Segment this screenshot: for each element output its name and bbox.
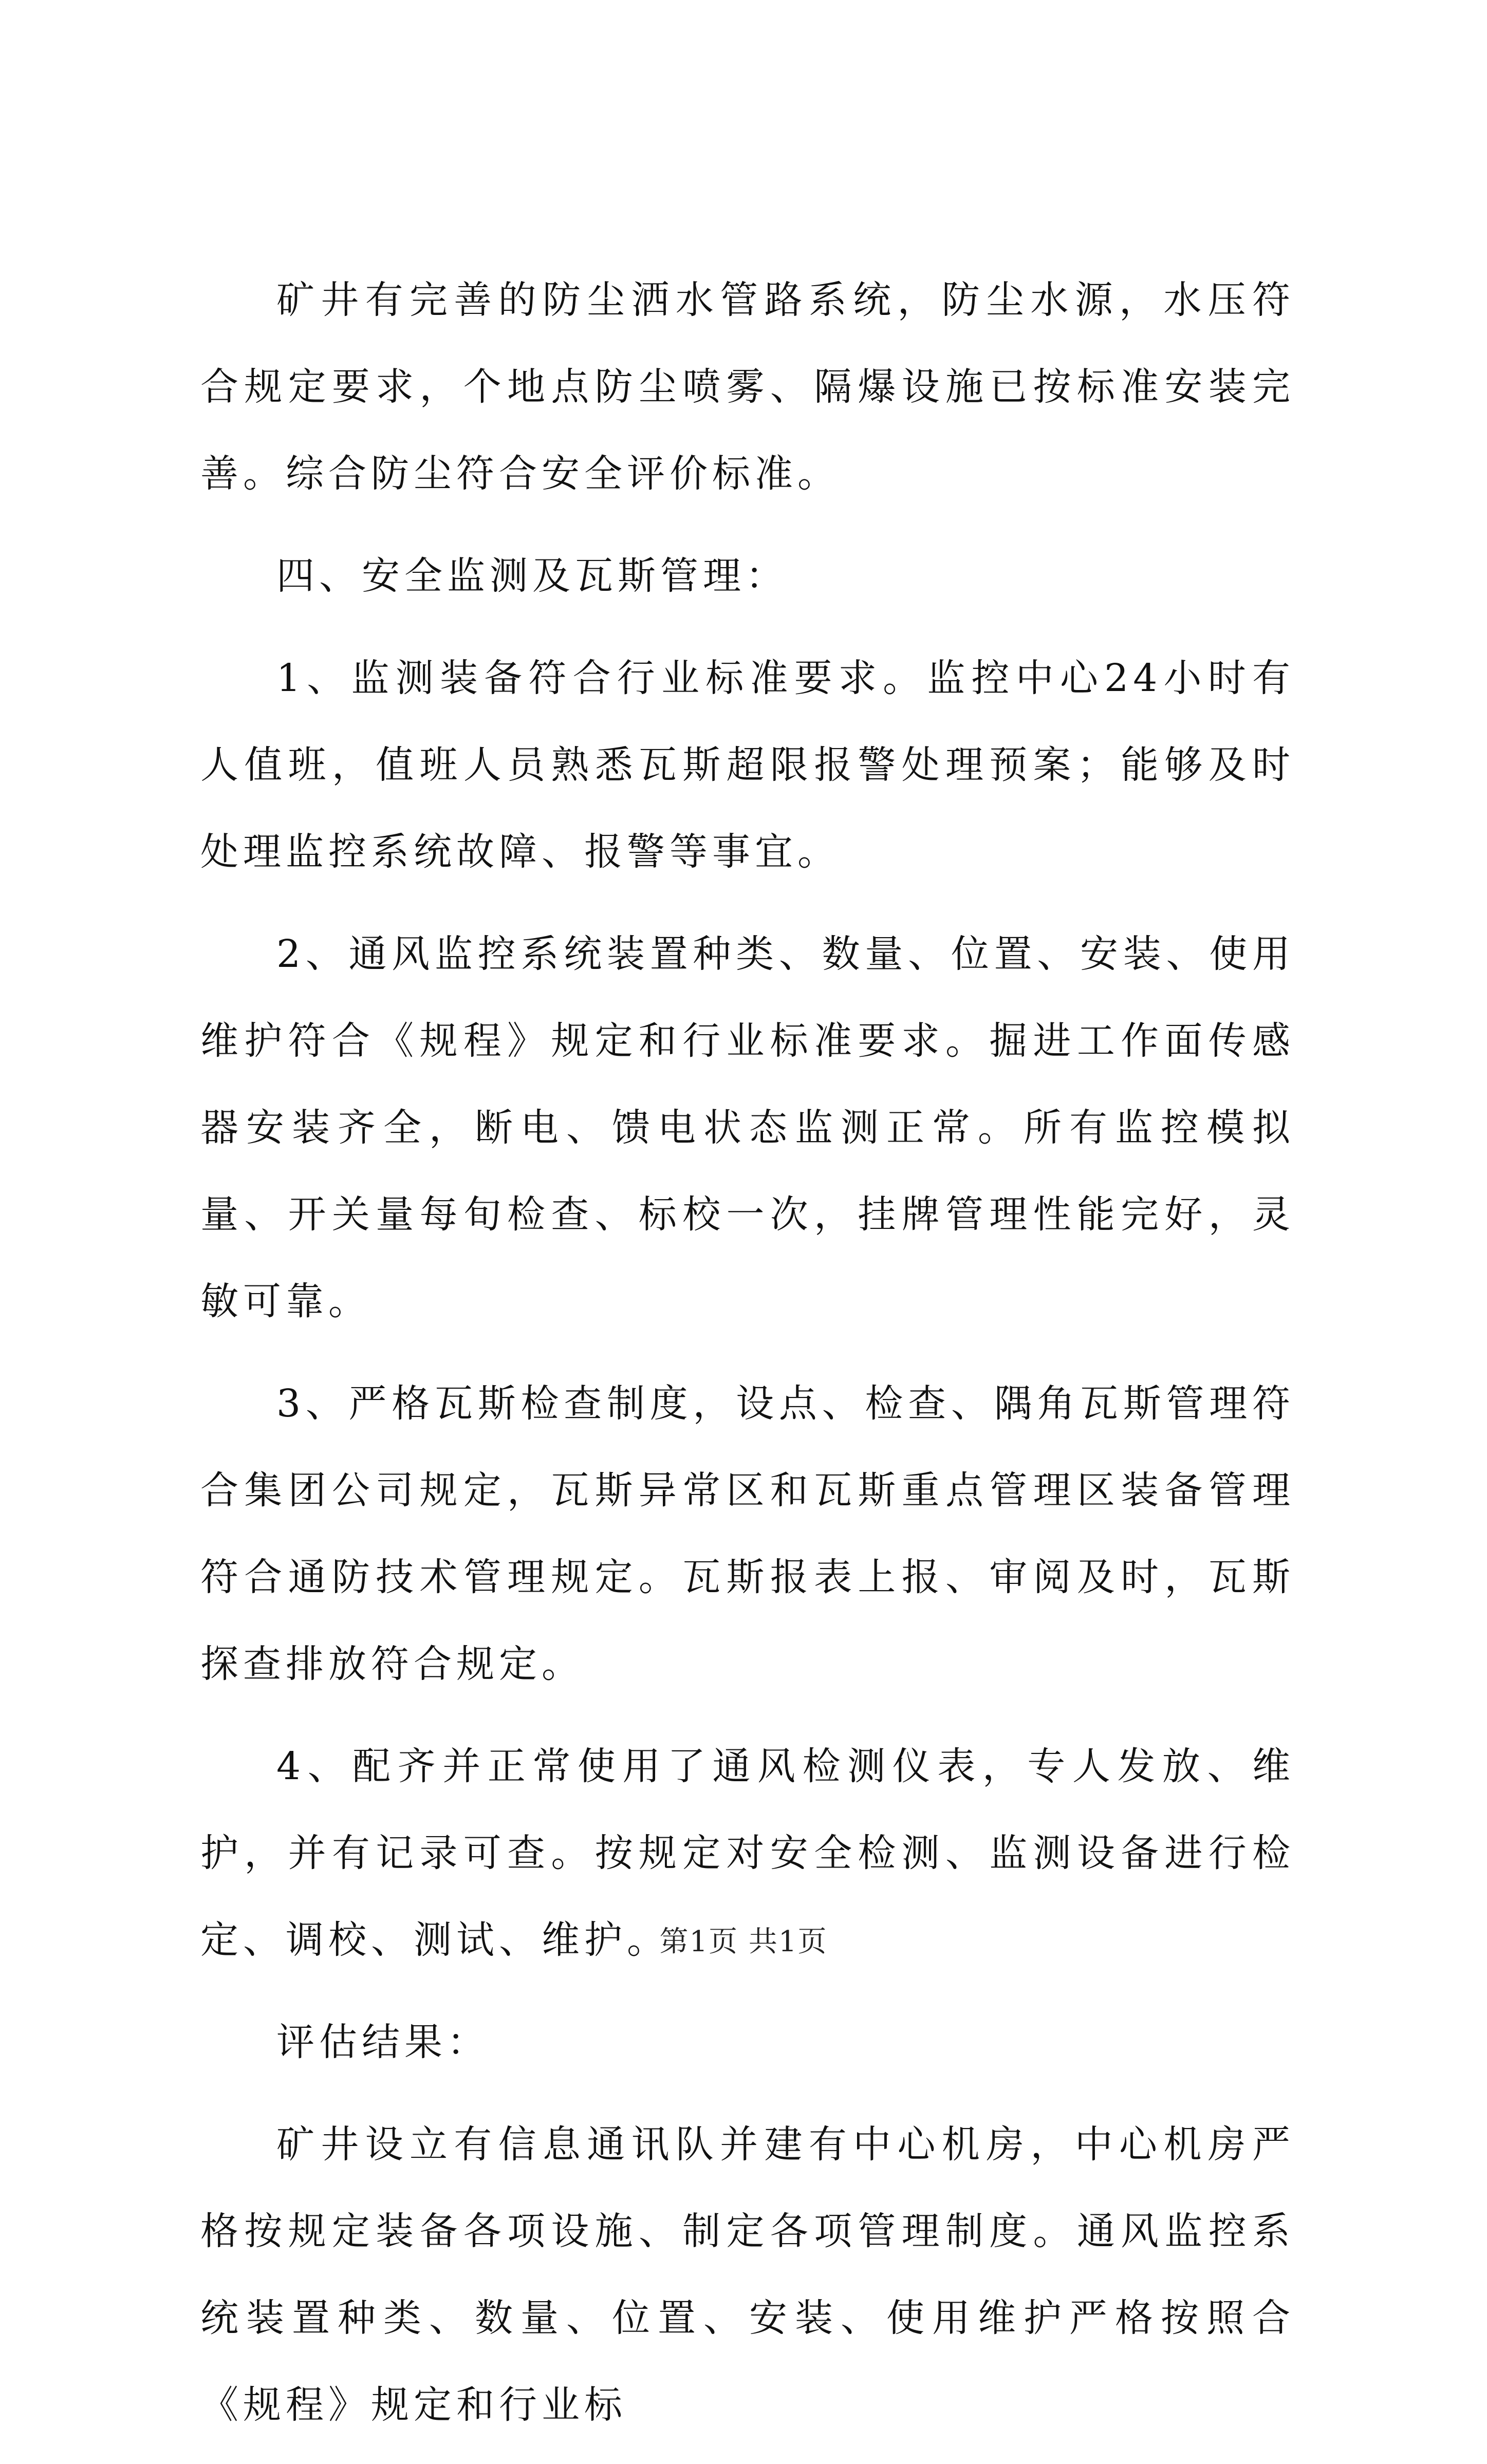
- section-heading-safety-monitoring: 四、安全监测及瓦斯管理：: [276, 554, 788, 598]
- paragraph-item-2: 2、通风监控系统装置种类、数量、位置、安装、使用维护符合《规程》规定和行业标准要求。掘进工作面传感器安装齐全，断电、馈电状态监测正常。所有监控模拟量、开关量每旬检查、标校一次，挂牌管理性能完好，灵敏可靠。: [200, 932, 1295, 1323]
- assessment-heading: 评估结果：: [276, 2020, 490, 2064]
- paragraph-item-3: 3、严格瓦斯检查制度，设点、检查、隅角瓦斯管理符合集团公司规定，瓦斯异常区和瓦斯重点管理区装备管理符合通防技术管理规定。瓦斯报表上报、审阅及时，瓦斯探查排放符合规定。: [200, 1382, 1295, 1686]
- page-footer: 第1页 共1页: [659, 1925, 828, 1958]
- paragraph-item-4: 4、配齐并正常使用了通风检测仪表，专人发放、维护，并有记录可查。按规定对安全检测、监测设备进行检定、调校、测试、维护。: [200, 1744, 1295, 1962]
- paragraph-item-1: 1、监测装备符合行业标准要求。监控中心24小时有人值班，值班人员熟悉瓦斯超限报警处理预案；能够及时处理监控系统故障、报警等事宜。: [200, 656, 1295, 874]
- paragraph-dust-prevention: 矿井有完善的防尘洒水管路系统，防尘水源，水压符合规定要求，个地点防尘喷雾、隔爆设施已按标准安装完善。综合防尘符合安全评价标准。: [200, 278, 1295, 496]
- document-body: [200, 257, 1295, 2464]
- paragraph-assessment-result: 矿井设立有信息通讯队并建有中心机房，中心机房严格按规定装备各项设施、制定各项管理制度。通风监控系统装置种类、数量、位置、安装、使用维护严格按照合《规程》规定和行业标: [200, 2122, 1295, 2427]
